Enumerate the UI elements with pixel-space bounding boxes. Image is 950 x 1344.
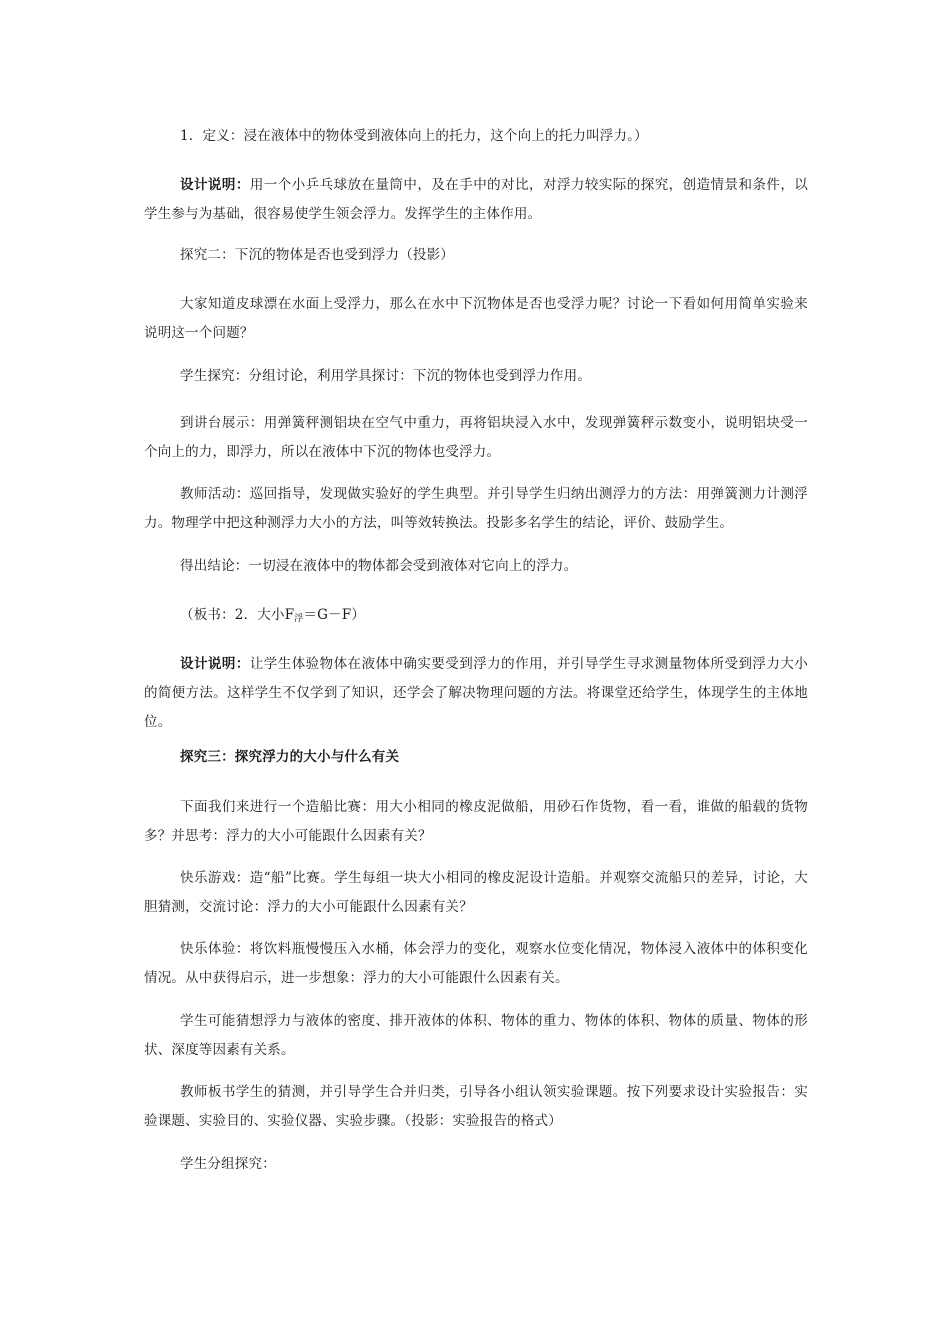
design-note-label: 设计说明： [180, 177, 250, 193]
happy-game-paragraph: 快乐游戏：造“船”比赛。学生每组一块大小相同的橡皮泥设计造船。并观察交流船只的差异，讨论，大胆猜测，交流讨论：浮力的大小可能跟什么因素有关？ [144, 870, 808, 915]
question-paragraph: 大家知道皮球漂在水面上受浮力，那么在水中下沉物体是否也受浮力呢？讨论一下看如何用简单实验来说明这一个问题？ [144, 296, 808, 341]
design-note-paragraph-1: 设计说明：用一个小乒乓球放在量筒中，及在手中的对比，对浮力较实际的探究，创造情景和条件，以学生参与为基础，很容易使学生领会浮力。发挥学生的主体作用。 [144, 177, 809, 222]
inquiry-two-heading: 探究二：下沉的物体是否也受到浮力（投影） [180, 247, 454, 263]
teacher-activity-paragraph: 教师活动：巡回指导，发现做实验好的学生典型。并引导学生归纳出测浮力的方法：用弹簧测力计测浮力。物理学中把这种测浮力大小的方法，叫等效转换法。投影多名学生的结论，评价、鼓励学生。 [144, 486, 808, 531]
demonstration-paragraph: 到讲台展示：用弹簧秤测铝块在空气中重力，再将铝块浸入水中，发现弹簧秤示数变小，说明铝块受一个向上的力，即浮力，所以在液体中下沉的物体也受浮力。 [144, 415, 808, 460]
blackboard-formula: （板书：2．大小$F_浮=G-F$） [180, 607, 366, 624]
buoyancy-subscript: 浮 [294, 614, 304, 624]
student-inquiry-paragraph: 学生探究：分组讨论，利用学具探讨：下沉的物体也受到浮力作用。 [180, 368, 591, 384]
design-note-paragraph-2: 设计说明：让学生体验物体在液体中确实要受到浮力的作用，并引导学生寻求测量物体所受到浮力大小的简便方法。这样学生不仅学到了知识，还学会了解决物理问题的方法。将课堂还给学生，体现学生的主体地位。 [144, 656, 809, 730]
definition-paragraph: 1．定义：浸在液体中的物体受到液体向上的托力，这个向上的托力叫浮力。） [180, 128, 648, 144]
design-note-label: 设计说明： [180, 656, 250, 672]
boat-contest-paragraph: 下面我们来进行一个造船比赛：用大小相同的橡皮泥做船，用砂石作货物，看一看，谁做的船载的货物多？并思考：浮力的大小可能跟什么因素有关？ [144, 799, 808, 844]
teacher-board-paragraph: 教师板书学生的猜测，并引导学生合并归类，引导各小组认领实验课题。按下列要求设计实验报告：实验课题、实验目的、实验仪器、实验步骤。（投影：实验报告的格式） [144, 1084, 808, 1129]
student-guess-paragraph: 学生可能猜想浮力与液体的密度、排开液体的体积、物体的重力、物体的体积、物体的质量、物体的形状、深度等因素有关系。 [144, 1013, 808, 1058]
conclusion-paragraph: 得出结论：一切浸在液体中的物体都会受到液体对它向上的浮力。 [180, 558, 578, 574]
group-inquiry-paragraph: 学生分组探究： [180, 1156, 276, 1172]
happy-experience-paragraph: 快乐体验：将饮料瓶慢慢压入水桶，体会浮力的变化，观察水位变化情况，物体浸入液体中的体积变化情况。从中获得启示，进一步想象：浮力的大小可能跟什么因素有关。 [144, 941, 808, 986]
inquiry-three-heading: 探究三：探究浮力的大小与什么有关 [180, 749, 400, 765]
